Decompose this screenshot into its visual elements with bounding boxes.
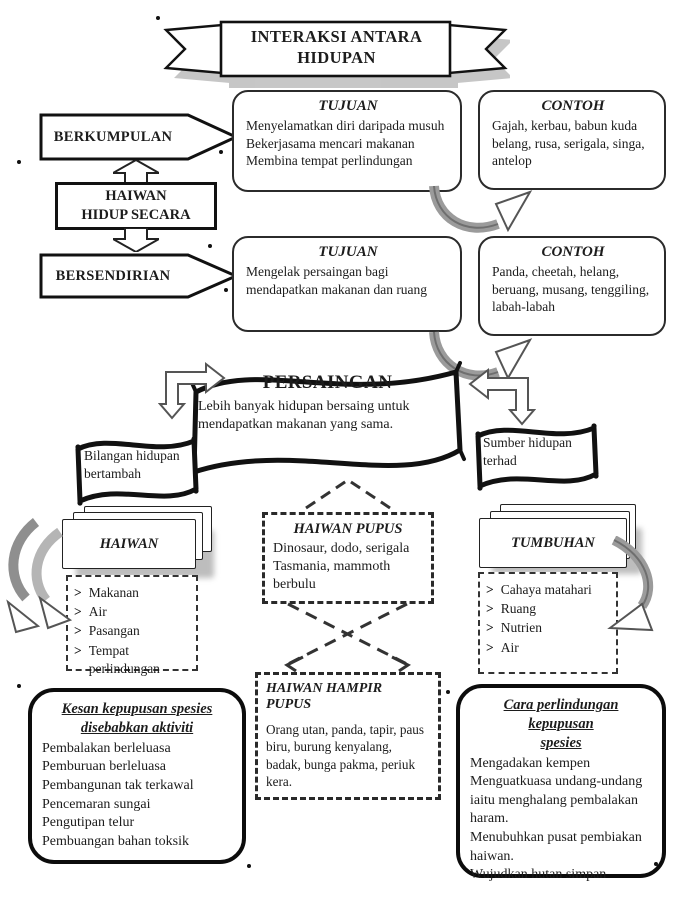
haiwan-pupus-title: HAIWAN PUPUS <box>293 521 403 537</box>
chevron-bullet-icon: > <box>74 642 82 658</box>
decor-dot <box>156 16 160 20</box>
tujuan-berkumpulan-box <box>232 90 462 192</box>
haiwan-hampir-pupus-text: Orang utan, panda, tapir, paus biru, burung kenyalang, badak, bunga pakma, periuk kera. <box>266 722 425 790</box>
tumbuhan-needs-list <box>478 572 618 674</box>
cara-title-line2: spesies <box>540 734 582 751</box>
list-item-label: Air <box>88 604 107 620</box>
cara-item: Menubuhkan pusat pembiakan haiwan. <box>470 829 642 864</box>
curl-arrow-icon <box>2 518 78 636</box>
down-arrow-icon <box>113 228 159 252</box>
list-item <box>486 619 610 637</box>
bersendirian-label: BERSENDIRIAN <box>55 267 171 284</box>
list-item <box>486 639 610 657</box>
list-item-label: Air <box>500 639 519 655</box>
curl-arrow-icon <box>598 536 672 632</box>
elbow-arrow-icon <box>158 360 228 422</box>
list-item <box>74 622 190 640</box>
decor-dot <box>17 160 21 164</box>
flag-right-label: Sumber hidupan terhad <box>483 435 572 469</box>
kesan-item: Pembuangan bahan toksik <box>42 833 189 849</box>
persaingan-title: PERSAINGAN <box>262 372 393 393</box>
decor-dot <box>224 288 228 292</box>
kesan-item: Pembalakan berleluasa <box>42 740 171 756</box>
kesan-title-line2: disebabkan aktiviti <box>80 719 194 736</box>
cara-item: Wujudkan hutan simpan <box>470 867 607 883</box>
hidup-secara-line1: HAIWAN <box>105 188 167 205</box>
tumbuhan-title: TUMBUHAN <box>511 534 595 551</box>
list-item-label: Nutrien <box>500 620 542 636</box>
list-item-label: Ruang <box>500 601 536 617</box>
list-item <box>74 584 190 602</box>
tujuan-bersendirian-box <box>232 236 462 332</box>
contoh-berkumpulan-text: Gajah, kerbau, babun kuda belang, rusa, serigala, singa, antelop <box>492 118 645 169</box>
decor-dot <box>654 862 658 866</box>
haiwan-needs-list <box>66 575 198 676</box>
contoh-bersendirian-text: Panda, cheetah, helang, beruang, musang, tenggiling, labah-labah <box>492 264 650 315</box>
chevron-bullet-icon: > <box>486 639 494 655</box>
flag-left-label: Bilangan hidupan bertambah <box>84 448 180 482</box>
kesan-kepupusan-box <box>28 688 246 864</box>
chevron-bullet-icon: > <box>486 620 494 636</box>
haiwan-pupus-box <box>262 512 434 604</box>
chevron-bullet-icon: > <box>74 604 82 620</box>
tujuan-berkumpulan-title: TUJUAN <box>318 98 378 114</box>
cara-perlindungan-box <box>456 684 666 883</box>
list-item <box>74 642 190 678</box>
kesan-item: Pengutipan telur <box>42 815 135 831</box>
berkumpulan-label: BERKUMPULAN <box>53 128 173 145</box>
haiwan-pupus-text: Dinosaur, dodo, serigala Tasmania, mammoth berbulu <box>273 541 410 593</box>
haiwan-card <box>62 519 196 569</box>
dashed-up-arrow-icon <box>298 474 398 512</box>
tujuan-berkumpulan-line: Bekerjasama mencari makanan <box>246 135 415 151</box>
decor-dot <box>17 684 21 688</box>
cara-item: Mengadakan kempen <box>470 755 591 771</box>
kesan-item: Pembangunan tak terkawal <box>42 777 194 793</box>
curve-arrow-icon <box>420 184 535 242</box>
list-item-label: Cahaya matahari <box>500 582 592 597</box>
cara-item: Menguatkuasa undang-undang iaitu menghalang pembalakan haram. <box>470 774 643 827</box>
list-item <box>486 581 610 599</box>
decor-dot <box>219 150 223 154</box>
haiwan-hampir-pupus-title: HAIWAN HAMPIR PUPUS <box>266 681 383 712</box>
tujuan-berkumpulan-line: Menyelamatkan diri daripada musuh <box>246 118 445 133</box>
tujuan-bersendirian-text: Mengelak persaingan bagi mendapatkan makanan dan ruang <box>246 264 428 297</box>
decor-dot <box>208 244 212 248</box>
chevron-bullet-icon: > <box>74 585 82 600</box>
up-arrow-icon <box>113 160 159 184</box>
contoh-berkumpulan-box <box>478 90 666 190</box>
cara-title-line1: Cara perlindungan kepupusan <box>503 697 619 732</box>
kesan-item: Pencemaran sungai <box>42 796 151 812</box>
contoh-bersendirian-title: CONTOH <box>541 244 605 260</box>
page-title-line2: HIDUPAN <box>297 47 376 67</box>
tujuan-berkumpulan-line: Membina tempat perlindungan <box>246 153 413 169</box>
dashed-cross-arrows-icon <box>276 600 419 672</box>
page-title-line1: INTERAKSI ANTARA <box>250 27 423 46</box>
haiwan-title: HAIWAN <box>99 535 159 552</box>
chevron-bullet-icon: > <box>486 601 494 617</box>
chevron-bullet-icon: > <box>74 623 82 639</box>
list-item-label: Pasangan <box>88 623 140 639</box>
chevron-bullet-icon: > <box>486 582 494 597</box>
page-title <box>223 27 450 68</box>
tujuan-bersendirian-title: TUJUAN <box>318 244 378 260</box>
list-item <box>74 603 190 621</box>
kesan-title-line1: Kesan kepupusan spesies <box>61 701 213 717</box>
hidup-secara-box <box>55 182 217 230</box>
decor-dot <box>247 864 251 868</box>
kesan-item: Pemburuan berleluasa <box>42 759 167 775</box>
contoh-berkumpulan-title: CONTOH <box>541 98 605 114</box>
list-item-label: Tempat perlindungan <box>88 642 160 676</box>
list-item-label: Makanan <box>88 585 139 600</box>
hidup-secara-line2: HIDUP SECARA <box>81 207 191 223</box>
contoh-bersendirian-box <box>478 236 666 336</box>
list-item <box>486 600 610 618</box>
persaingan-text: Lebih banyak hidupan bersaing untuk mendapatkan makanan yang sama. <box>198 399 410 433</box>
decor-dot <box>446 690 450 694</box>
haiwan-hampir-pupus-box <box>255 672 441 800</box>
